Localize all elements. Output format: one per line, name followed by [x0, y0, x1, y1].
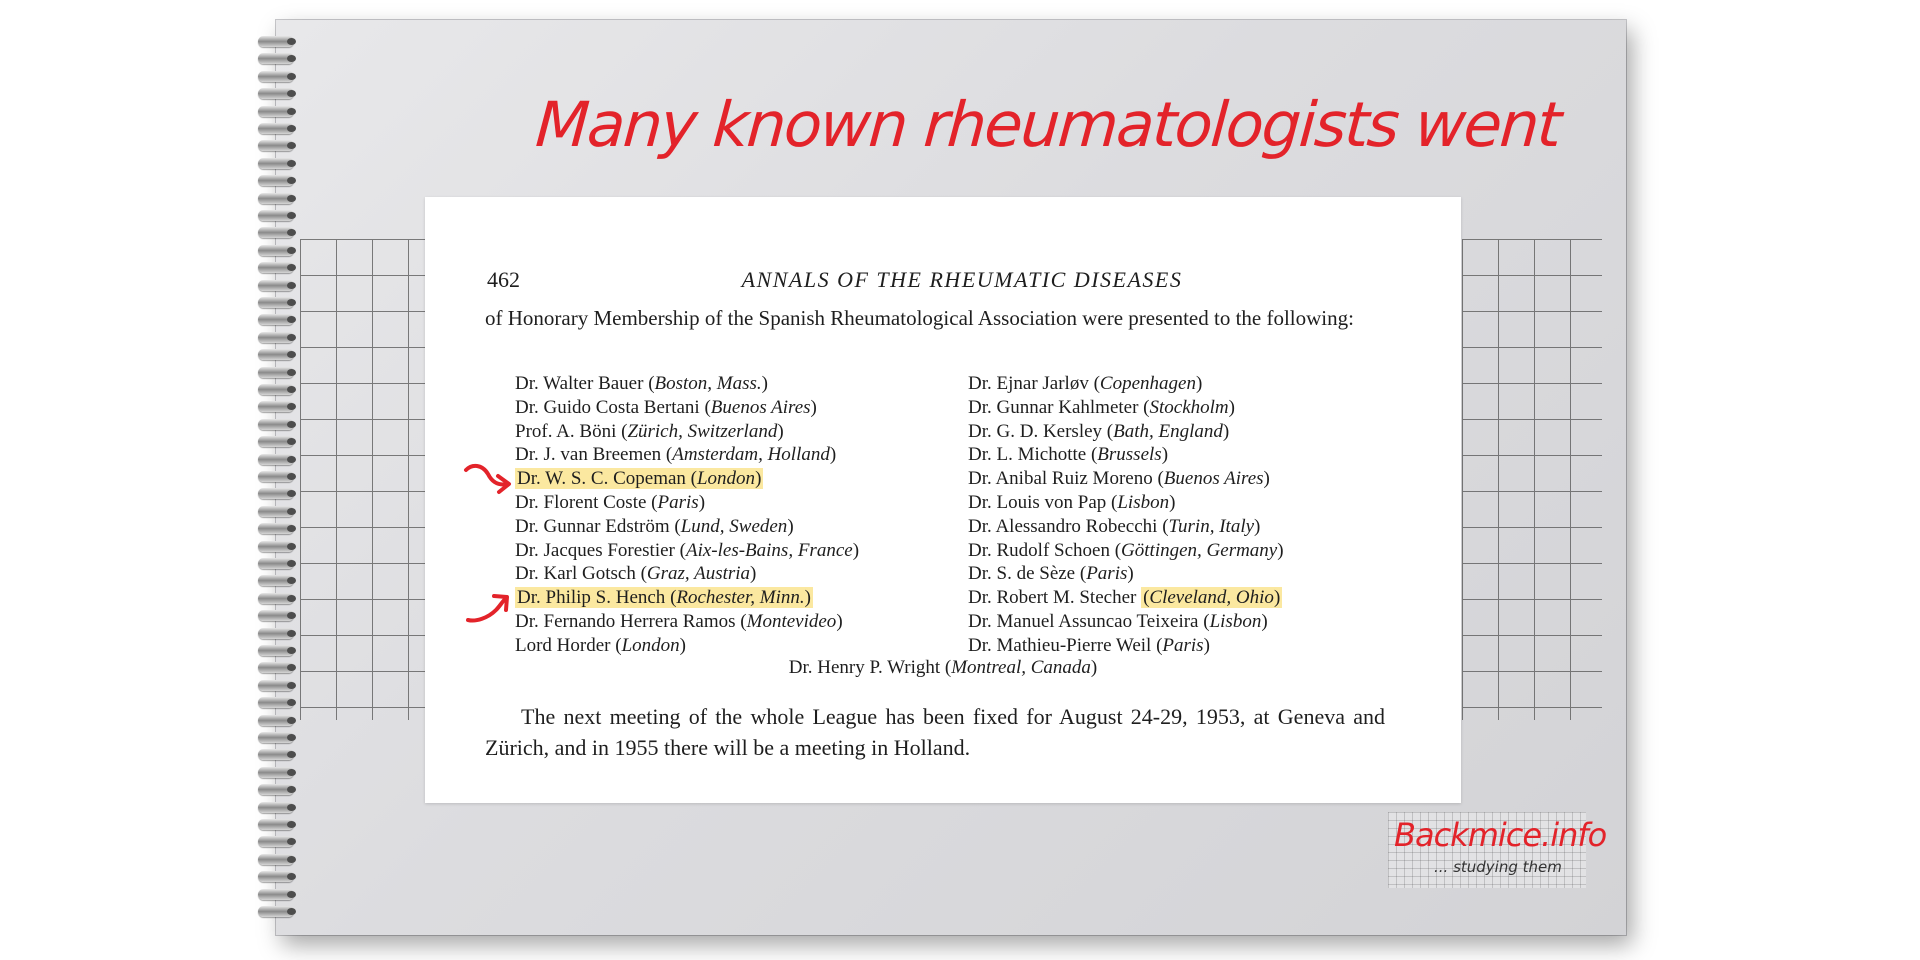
- member-name: Dr. Anibal Ruiz Moreno: [968, 468, 1153, 490]
- spiral-ring: [258, 610, 294, 621]
- member-name: Prof. A. Böni: [515, 420, 617, 442]
- journal-title: ANNALS OF THE RHEUMATIC DISEASES: [741, 267, 1183, 292]
- member-location: Lund, Sweden: [680, 515, 788, 537]
- member-entry: Dr. L. Michotte (Brussels): [968, 444, 1169, 466]
- member-name: Dr. Rudolf Schoen: [968, 539, 1110, 561]
- intro-paragraph: of Honorary Membership of the Spanish Rheumatological Association were presented to the following:: [485, 306, 1354, 330]
- member-list-right: [968, 372, 1408, 658]
- member-name: Dr. L. Michotte: [968, 444, 1087, 466]
- spiral-ring: [258, 784, 294, 795]
- member-name: Dr. Gunnar Kahlmeter: [968, 396, 1139, 418]
- member-location: Lisbon: [1117, 491, 1170, 513]
- spiral-ring: [258, 280, 294, 291]
- spiral-ring: [258, 523, 294, 534]
- member-name: Dr. Karl Gotsch: [515, 563, 636, 585]
- member-location: Bath, England: [1113, 420, 1223, 442]
- member-entry: Dr. Florent Coste (Paris): [515, 491, 706, 513]
- member-name: Dr. Florent Coste: [515, 491, 647, 513]
- member-entry: Dr. Ejnar Jarløv (Copenhagen): [968, 373, 1203, 394]
- spiral-ring: [258, 732, 294, 743]
- member-entry: Dr. Walter Bauer (Boston, Mass.): [515, 373, 768, 394]
- spiral-ring: [258, 367, 294, 378]
- grid-pattern-left: [300, 239, 430, 720]
- spiral-ring: [258, 384, 294, 395]
- document-header: [487, 267, 1397, 297]
- member-name: Dr. Walter Bauer: [515, 373, 644, 394]
- member-name: Dr. Philip S. Hench: [517, 587, 666, 609]
- spiral-ring: [258, 767, 294, 778]
- member-entry: Dr. Gunnar Edström (Lund, Sweden): [515, 515, 794, 537]
- spiral-ring: [258, 854, 294, 865]
- member-location: London: [696, 468, 756, 490]
- brand-tagline: ... studying them: [1434, 858, 1562, 876]
- member-entry: Prof. A. Böni (Zürich, Switzerland): [515, 420, 784, 442]
- spiral-ring: [258, 488, 294, 499]
- member-location: Paris: [1162, 634, 1204, 656]
- spiral-ring: [258, 123, 294, 134]
- member-location: Graz, Austria: [646, 563, 751, 585]
- spiral-ring: [258, 436, 294, 447]
- member-name: Dr. Guido Costa Bertani: [515, 396, 700, 418]
- member-entry: Dr. Robert M. Stecher (Cleveland, Ohio): [968, 587, 1281, 609]
- spiral-ring: [258, 645, 294, 656]
- spiral-ring: [258, 71, 294, 82]
- spiral-ring: [258, 88, 294, 99]
- member-entry: Dr. Alessandro Robecchi (Turin, Italy): [968, 515, 1261, 537]
- member-list-left: [515, 372, 955, 658]
- member-location: Brussels: [1097, 444, 1162, 466]
- member-location: Turin, Italy: [1168, 515, 1255, 537]
- member-location: Göttingen, Germany: [1121, 539, 1278, 561]
- member-entry: Dr. Rudolf Schoen (Göttingen, Germany): [968, 539, 1284, 561]
- member-entry: Dr. Manuel Assuncao Teixeira (Lisbon): [968, 610, 1268, 632]
- spiral-ring: [258, 628, 294, 639]
- spiral-ring: [258, 227, 294, 238]
- member-entry: Dr. G. D. Kersley (Bath, England): [968, 420, 1230, 442]
- spiral-ring: [258, 349, 294, 360]
- spiral-ring: [258, 906, 294, 917]
- spiral-ring: [258, 193, 294, 204]
- closing-paragraph: The next meeting of the whole League has been fixed for August 24-29, 1953, at Geneva and Zürich, and in 1955 there will be a meeting in Holland.: [485, 704, 1385, 760]
- spiral-ring: [258, 715, 294, 726]
- member-name: Dr. Louis von Pap: [968, 491, 1107, 513]
- member-location: Copenhagen: [1099, 373, 1196, 394]
- member-name: Lord Horder: [515, 634, 611, 656]
- spiral-ring: [258, 871, 294, 882]
- member-name: Dr. Ejnar Jarløv: [968, 373, 1089, 394]
- page-number: 462: [487, 267, 520, 292]
- spiral-ring: [258, 262, 294, 273]
- member-entry: Dr. Karl Gotsch (Graz, Austria): [515, 563, 757, 585]
- member-name: Dr. G. D. Kersley: [968, 420, 1103, 442]
- spiral-ring: [258, 158, 294, 169]
- slide-heading: Many known rheumatologists went: [533, 88, 1563, 161]
- member-entry-center: Dr. Henry P. Wright (Montreal, Canada): [788, 657, 1098, 678]
- spiral-ring: [258, 175, 294, 186]
- spiral-ring: [258, 454, 294, 465]
- member-entry: Dr. Philip S. Hench (Rochester, Minn.): [517, 587, 811, 609]
- member-location: Amsterdam, Holland: [672, 444, 830, 466]
- member-location: Montevideo: [746, 610, 837, 632]
- spiral-ring: [258, 297, 294, 308]
- spiral-ring: [258, 36, 294, 47]
- member-entry: Dr. Anibal Ruiz Moreno (Buenos Aires): [968, 468, 1270, 490]
- member-location: Boston, Mass.: [654, 373, 762, 394]
- member-location: Montreal, Canada: [951, 657, 1091, 678]
- spiral-ring: [258, 819, 294, 830]
- spiral-ring: [258, 419, 294, 430]
- member-name: Dr. J. van Breemen: [515, 444, 662, 466]
- member-location: Stockholm: [1149, 396, 1229, 418]
- member-location: Buenos Aires: [1163, 468, 1264, 490]
- member-entry: Lord Horder (London): [515, 634, 686, 656]
- member-name: Dr. Manuel Assuncao Teixeira: [968, 610, 1199, 632]
- member-entry: Dr. Guido Costa Bertani (Buenos Aires): [515, 396, 817, 418]
- brand-name: Backmice.info: [1394, 816, 1607, 854]
- member-entry: Dr. Mathieu-Pierre Weil (Paris): [968, 634, 1210, 656]
- spiral-ring: [258, 662, 294, 673]
- spiral-ring: [258, 106, 294, 117]
- brand-logo: [1388, 812, 1607, 888]
- spiral-ring: [258, 889, 294, 900]
- member-location: Paris: [657, 491, 699, 513]
- spiral-ring: [258, 575, 294, 586]
- member-location: Rochester, Minn.: [676, 587, 805, 609]
- member-name: Dr. Robert M. Stecher: [968, 587, 1137, 609]
- spiral-ring: [258, 593, 294, 604]
- member-entry: Dr. W. S. C. Copeman (London): [517, 468, 762, 490]
- annotation-arrow-icon: [464, 588, 516, 628]
- member-entry: Dr. Louis von Pap (Lisbon): [968, 491, 1176, 513]
- member-name: Dr. S. de Sèze: [968, 563, 1076, 585]
- annotation-arrow-icon: [462, 458, 514, 498]
- member-location: Cleveland, Ohio: [1149, 587, 1274, 609]
- spiral-ring: [258, 836, 294, 847]
- spiral-ring: [258, 749, 294, 760]
- member-location: Zürich, Switzerland: [627, 420, 778, 442]
- member-name: Dr. W. S. C. Copeman: [517, 468, 686, 490]
- member-name: Dr. Fernando Herrera Ramos: [515, 610, 736, 632]
- member-entry: Dr. Jacques Forestier (Aix-les-Bains, France): [515, 539, 860, 561]
- spiral-ring: [258, 471, 294, 482]
- spiral-ring: [258, 558, 294, 569]
- member-entry: Dr. J. van Breemen (Amsterdam, Holland): [515, 444, 837, 466]
- spiral-ring: [258, 210, 294, 221]
- spiral-ring: [258, 697, 294, 708]
- member-name: Dr. Henry P. Wright: [788, 657, 941, 678]
- member-location: Buenos Aires: [710, 396, 811, 418]
- spiral-ring: [258, 53, 294, 64]
- spiral-ring: [258, 541, 294, 552]
- member-entry: Dr. Fernando Herrera Ramos (Montevideo): [515, 610, 843, 632]
- spiral-ring: [258, 332, 294, 343]
- member-name: Dr. Gunnar Edström: [515, 515, 670, 537]
- spiral-binding: [258, 36, 298, 921]
- member-entry: Dr. Gunnar Kahlmeter (Stockholm): [968, 396, 1235, 418]
- spiral-ring: [258, 802, 294, 813]
- grid-pattern-right: [1462, 239, 1602, 720]
- spiral-ring: [258, 401, 294, 412]
- spiral-ring: [258, 245, 294, 256]
- document-scan: [425, 197, 1461, 803]
- member-name: Dr. Alessandro Robecchi: [968, 515, 1158, 537]
- spiral-ring: [258, 506, 294, 517]
- member-location: Aix-les-Bains, France: [685, 539, 853, 561]
- spiral-ring: [258, 140, 294, 151]
- member-location: Paris: [1086, 563, 1128, 585]
- spiral-ring: [258, 680, 294, 691]
- member-name: Dr. Jacques Forestier: [515, 539, 675, 561]
- member-location: London: [621, 634, 680, 656]
- spiral-ring: [258, 314, 294, 325]
- member-location: Lisbon: [1209, 610, 1262, 632]
- member-name: Dr. Mathieu-Pierre Weil: [968, 634, 1152, 656]
- member-entry: Dr. S. de Sèze (Paris): [968, 563, 1134, 585]
